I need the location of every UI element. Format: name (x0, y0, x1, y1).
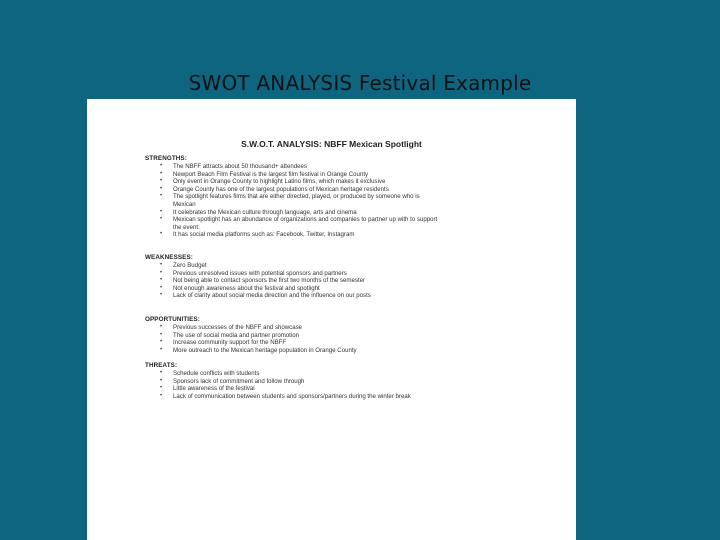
list-item (145, 231, 555, 239)
list-item-text: Not enough awareness about the festival and spotlight (173, 284, 320, 292)
weaknesses-heading: WEAKNESSES: (145, 254, 193, 261)
list-item (145, 186, 555, 194)
slide-title: SWOT ANALYSIS Festival Example (188, 71, 532, 95)
bullet-icon: • (160, 385, 163, 392)
list-item-text: Lack of clarity about social media direction and the influence on our posts (173, 292, 371, 300)
list-item-text: Only event in Orange County to highlight Latino films, which makes it exclusive (173, 178, 386, 186)
threats-list (145, 370, 555, 400)
list-item-text: Little awareness of the festival (173, 385, 255, 393)
bullet-icon: • (160, 377, 163, 384)
list-item (145, 262, 555, 270)
list-item-text: Newport Beach Film Festival is the largest film festival in Orange County (173, 170, 369, 178)
list-item-text: The use of social media and partner promotion (173, 331, 300, 339)
list-item (145, 216, 555, 224)
bullet-icon: • (160, 208, 163, 215)
list-item (145, 347, 555, 355)
list-item (145, 171, 555, 179)
list-item (145, 277, 555, 285)
bullet-icon: • (160, 331, 163, 338)
list-item-text: Mexican (173, 200, 196, 208)
opportunities-heading: OPPORTUNITIES: (145, 316, 200, 323)
list-item-text: It has social media platforms such as: Facebook, Twitter, Instagram (173, 231, 355, 239)
bullet-icon: • (160, 178, 163, 185)
bullet-icon: • (160, 392, 163, 399)
strengths-list (145, 163, 555, 239)
list-item (145, 292, 555, 300)
weaknesses-section (145, 254, 555, 300)
bullet-icon: • (160, 284, 163, 291)
bullet-icon: • (160, 262, 163, 268)
list-item-text: Sponsors lack of commitment and follow through (173, 377, 305, 385)
bullet-icon: • (160, 346, 163, 353)
bullet-icon: • (160, 231, 163, 238)
bullet-icon: • (160, 324, 163, 330)
list-item (145, 393, 555, 401)
list-item (145, 285, 555, 293)
list-item (145, 385, 555, 393)
list-item-text: Previous successes of the NBFF and showcase (173, 324, 303, 331)
threats-heading: THREATS: (145, 362, 178, 369)
list-item-text: Lack of communication between students and sponsors/partners during the winter break (173, 392, 411, 400)
list-item-text: Zero Budget (173, 262, 207, 269)
list-item (145, 378, 555, 386)
list-item-text: More outreach to the Mexican heritage population in Orange County (173, 346, 357, 354)
list-item-text: Increase community support for the NBFF (173, 339, 287, 347)
list-item-text: It celebrates the Mexican culture through language, arts and cinema (173, 208, 357, 216)
threats-section (145, 362, 555, 400)
bullet-icon: • (160, 277, 163, 284)
bullet-icon: • (160, 185, 163, 192)
document-page (87, 99, 576, 540)
bullet-icon: • (160, 193, 163, 200)
list-item (145, 324, 555, 332)
bullet-icon: • (160, 269, 163, 276)
list-item-text: the event. (173, 223, 200, 231)
bullet-icon: • (160, 339, 163, 346)
opportunities-section (145, 316, 555, 354)
list-item (145, 370, 555, 378)
bullet-icon: • (160, 216, 163, 223)
weaknesses-list (145, 262, 555, 300)
list-item-continuation (145, 224, 555, 232)
list-item-continuation (145, 201, 555, 209)
bullet-icon: • (160, 292, 163, 299)
bullet-icon: • (160, 170, 163, 177)
list-item-text: Mexican spotlight has an abundance of organizations and companies to partner up with to support (173, 216, 438, 224)
list-item (145, 163, 555, 171)
document-title: S.W.O.T. ANALYSIS: NBFF Mexican Spotlight (241, 139, 422, 149)
list-item (145, 270, 555, 278)
list-item (145, 193, 555, 201)
strengths-heading: STRENGTHS: (145, 155, 187, 162)
list-item (145, 332, 555, 340)
list-item-text: Schedule conflicts with students (173, 370, 260, 377)
bullet-icon: • (160, 370, 163, 376)
list-item (145, 209, 555, 217)
bullet-icon: • (160, 163, 163, 169)
list-item-text: The NBFF attracts about 50 thousand+ attendees (173, 163, 307, 170)
list-item-text: The spotlight features films that are either directed, played, or produced by someone who is (173, 193, 420, 201)
opportunities-list (145, 324, 555, 354)
strengths-section (145, 155, 555, 239)
list-item (145, 178, 555, 186)
list-item-text: Orange County has one of the largest populations of Mexican heritage residents (173, 185, 389, 193)
list-item-text: Not being able to contact sponsors the first two months of the semester (173, 277, 366, 285)
list-item-text: Previous unresolved issues with potential sponsors and partners (173, 269, 347, 277)
list-item (145, 339, 555, 347)
